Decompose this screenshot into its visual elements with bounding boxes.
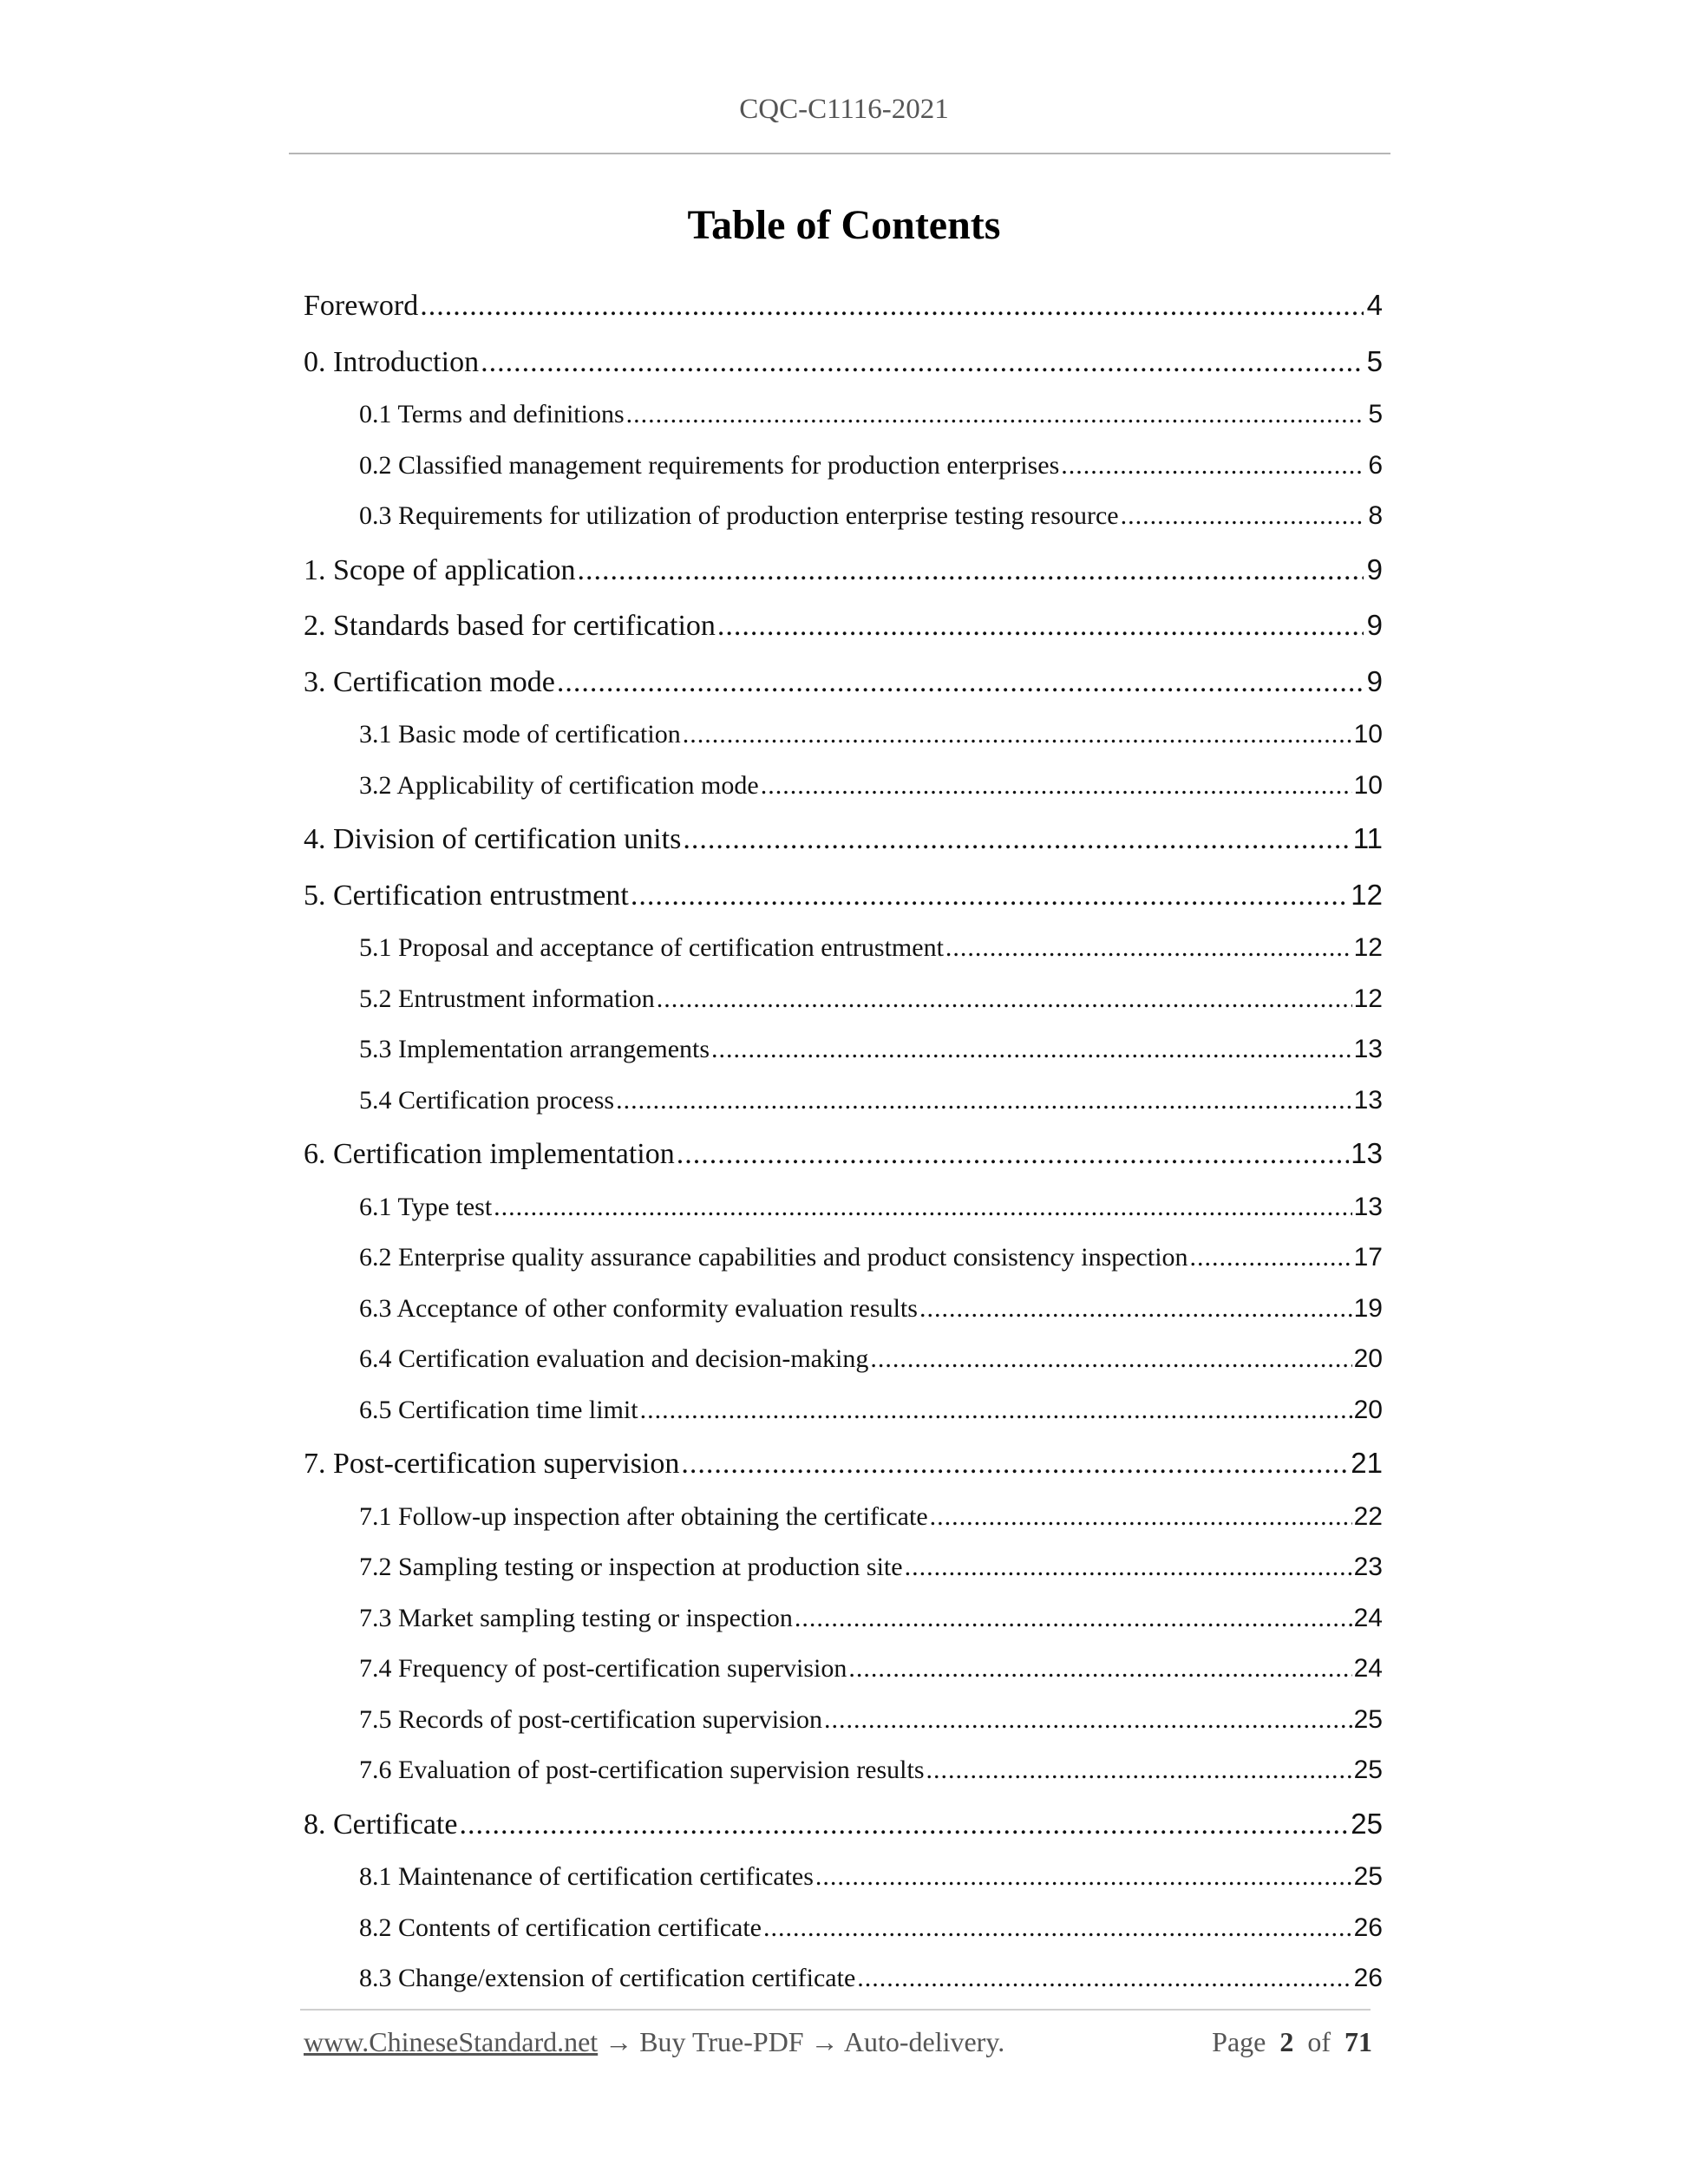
toc-dot-leader <box>631 868 1349 925</box>
toc-entry-section[interactable] <box>304 334 1383 390</box>
toc-entry-subsection[interactable] <box>304 1644 1383 1695</box>
toc-entry-page: 11 <box>1352 822 1383 854</box>
toc-dot-leader <box>677 1127 1350 1183</box>
toc-entry-title: 5.2 Entrustment information <box>359 984 655 1013</box>
toc-dot-leader <box>640 1385 1352 1436</box>
toc-dot-leader <box>926 1745 1352 1796</box>
toc-dot-leader <box>763 1903 1352 1954</box>
toc-entry-title: 0.3 Requirements for utilization of production enterprise testing resource <box>359 501 1119 530</box>
toc-entry-title: 8. Certificate <box>304 1808 458 1841</box>
toc-entry-title: 5. Certification entrustment <box>304 879 629 912</box>
toc-entry-section[interactable] <box>304 811 1383 867</box>
toc-entry-section[interactable] <box>304 867 1383 924</box>
header-divider <box>289 153 1390 154</box>
toc-entry-subsection[interactable] <box>304 1076 1383 1127</box>
toc-dot-leader <box>494 1182 1351 1233</box>
footer-divider <box>300 2009 1371 2011</box>
toc-entry-title: 7.2 Sampling testing or inspection at production site <box>359 1553 903 1581</box>
toc-entry-subsection[interactable] <box>304 491 1383 542</box>
toc-entry-title: 7.4 Frequency of post-certification supervision <box>359 1654 847 1683</box>
toc-entry-page: 21 <box>1351 1447 1383 1479</box>
toc-entry-title: 7.5 Records of post-certification supervision <box>359 1704 823 1734</box>
toc-entry-subsection[interactable] <box>304 761 1383 812</box>
toc-dot-leader <box>557 655 1364 711</box>
toc-entry-page: 9 <box>1366 553 1383 585</box>
toc-entry-page: 13 <box>1353 1192 1383 1221</box>
toc-entry-subsection[interactable] <box>304 1903 1383 1954</box>
toc-entry-subsection[interactable] <box>304 974 1383 1025</box>
toc-entry-page: 9 <box>1366 609 1383 641</box>
toc-dot-leader <box>857 1953 1351 2004</box>
toc-entry-subsection[interactable] <box>304 1695 1383 1746</box>
toc-entry-page: 26 <box>1353 1964 1383 1992</box>
toc-entry-section[interactable] <box>304 1126 1383 1182</box>
toc-entry-title: 3. Certification mode <box>304 665 555 698</box>
toc-entry-page: 10 <box>1353 770 1383 800</box>
toc-entry-page: 12 <box>1353 933 1383 962</box>
page-footer <box>304 2026 1372 2066</box>
toc-entry-page: 24 <box>1353 1603 1383 1632</box>
toc-entry-title: 0.2 Classified management requirements for production enterprises <box>359 450 1060 480</box>
toc-entry-title: 6.3 Acceptance of other conformity evaluation results <box>359 1293 918 1323</box>
toc-entry-page: 26 <box>1353 1913 1383 1942</box>
toc-entry-page: 8 <box>1368 501 1383 530</box>
page-total: 71 <box>1345 2026 1372 2057</box>
footer-tagline: → Buy True-PDF → Auto-delivery. <box>598 2026 1005 2057</box>
toc-entry-section[interactable] <box>304 654 1383 710</box>
toc-dot-leader <box>905 1542 1352 1593</box>
toc-dot-leader <box>824 1695 1352 1746</box>
toc-entry-subsection[interactable] <box>304 1492 1383 1543</box>
toc-entry-subsection[interactable] <box>304 1593 1383 1645</box>
toc-entry-title: 6.2 Enterprise quality assurance capabilities and product consistency inspection <box>359 1243 1188 1272</box>
toc-entry-subsection[interactable] <box>304 1024 1383 1076</box>
page-number <box>1212 2026 1372 2058</box>
toc-entry-title: 5.4 Certification process <box>359 1085 615 1115</box>
toc-entry-title: 8.2 Contents of certification certificate <box>359 1913 762 1942</box>
toc-dot-leader <box>420 278 1364 335</box>
toc-entry-page: 5 <box>1366 344 1383 377</box>
toc-entry-page: 25 <box>1353 1862 1383 1891</box>
toc-dot-leader <box>657 974 1352 1025</box>
footer-promo <box>304 2026 1004 2058</box>
toc-entry-subsection[interactable] <box>304 1233 1383 1284</box>
toc-entry-subsection[interactable] <box>304 441 1383 492</box>
toc-entry-subsection[interactable] <box>304 923 1383 974</box>
page-current: 2 <box>1279 2026 1294 2057</box>
toc-entry-subsection[interactable] <box>304 1745 1383 1796</box>
toc-dot-leader <box>683 812 1351 868</box>
toc-entry-page: 13 <box>1353 1085 1383 1115</box>
toc-entry-title: 7.3 Market sampling testing or inspection <box>359 1603 793 1632</box>
toc-entry-page: 24 <box>1353 1654 1383 1683</box>
toc-entry-subsection[interactable] <box>304 1334 1383 1385</box>
toc-entry-page: 19 <box>1353 1293 1383 1323</box>
toc-entry-subsection[interactable] <box>304 389 1383 441</box>
toc-entry-section[interactable] <box>304 542 1383 598</box>
toc-entry-page: 17 <box>1353 1243 1383 1272</box>
toc-dot-leader <box>626 389 1364 441</box>
toc-dot-leader <box>681 1436 1349 1493</box>
toc-dot-leader <box>711 1024 1352 1076</box>
toc-entry-page: 5 <box>1368 400 1383 428</box>
toc-dot-leader <box>919 1284 1352 1335</box>
toc-entry-title: 8.1 Maintenance of certification certificates <box>359 1862 814 1891</box>
toc-dot-leader <box>945 923 1352 974</box>
toc-entry-title: 7.6 Evaluation of post-certification supervision results <box>359 1756 925 1784</box>
toc-entry-subsection[interactable] <box>304 1284 1383 1335</box>
toc-entry-page: 20 <box>1353 1395 1383 1424</box>
toc-entry-title: 3.2 Applicability of certification mode <box>359 770 759 800</box>
toc-title: Table of Contents <box>687 202 1001 248</box>
toc-entry-section[interactable] <box>304 1435 1383 1492</box>
toc-entry-subsection[interactable] <box>304 1852 1383 1903</box>
toc-dot-leader <box>616 1076 1352 1127</box>
toc-dot-leader <box>459 1797 1349 1854</box>
toc-entry-title: 6.4 Certification evaluation and decision-making <box>359 1344 869 1373</box>
toc-dot-leader <box>717 598 1364 655</box>
toc-entry-page: 13 <box>1353 1035 1383 1063</box>
toc-dot-leader <box>1121 491 1364 542</box>
toc-entry-title: 4. Division of certification units <box>304 823 682 855</box>
toc-entry-title: 7. Post-certification supervision <box>304 1448 680 1480</box>
toc-entry-section[interactable] <box>304 598 1383 654</box>
toc-entry-subsection[interactable] <box>304 1953 1383 2004</box>
toc-entry-page: 20 <box>1353 1344 1383 1373</box>
toc-entry-title: 1. Scope of application <box>304 553 576 586</box>
toc-entry-title: 6.1 Type test <box>359 1192 493 1221</box>
toc-entry-title: 0. Introduction <box>304 345 480 378</box>
page-of: of <box>1307 2026 1331 2057</box>
toc-entry-title: 6.5 Certification time limit <box>359 1395 638 1424</box>
toc-dot-leader <box>870 1334 1351 1385</box>
toc-entry-title: 6. Certification implementation <box>304 1138 675 1170</box>
toc-entry-page: 9 <box>1366 664 1383 697</box>
toc-entry-title: 0.1 Terms and definitions <box>359 400 625 428</box>
toc-dot-leader <box>1061 441 1364 492</box>
toc-entry-title: 8.3 Change/extension of certification certificate <box>359 1964 856 1992</box>
toc-entry-title: 2. Standards based for certification <box>304 610 716 642</box>
toc-entry-subsection[interactable] <box>304 1385 1383 1436</box>
toc-dot-leader <box>577 543 1364 599</box>
toc-entry-page: 12 <box>1351 878 1383 911</box>
toc-entry-page: 4 <box>1366 289 1383 321</box>
toc-dot-leader <box>848 1644 1351 1695</box>
toc-entry-subsection[interactable] <box>304 1182 1383 1233</box>
toc-entry-title: 5.3 Implementation arrangements <box>359 1035 710 1063</box>
table-of-contents <box>304 278 1383 2004</box>
toc-entry-page: 25 <box>1353 1756 1383 1784</box>
toc-dot-leader <box>930 1492 1352 1543</box>
toc-entry-title: 3.1 Basic mode of certification <box>359 720 681 749</box>
toc-entry-subsection[interactable] <box>304 709 1383 761</box>
toc-entry-page: 13 <box>1351 1137 1383 1169</box>
toc-entry-page: 25 <box>1351 1807 1383 1840</box>
toc-entry-section[interactable] <box>304 1796 1383 1853</box>
toc-entry-page: 23 <box>1353 1553 1383 1581</box>
toc-dot-leader <box>1190 1233 1352 1284</box>
toc-dot-leader <box>795 1593 1352 1645</box>
toc-dot-leader <box>683 709 1352 761</box>
toc-entry-title: Foreword <box>304 290 419 322</box>
toc-entry-title: 5.1 Proposal and acceptance of certification entrustment <box>359 933 944 962</box>
toc-entry-page: 6 <box>1368 450 1383 480</box>
toc-entry-title: 7.1 Follow-up inspection after obtaining the certificate <box>359 1501 928 1531</box>
toc-dot-leader <box>761 761 1352 812</box>
toc-entry-subsection[interactable] <box>304 1542 1383 1593</box>
toc-dot-leader <box>815 1852 1352 1903</box>
toc-entry-page: 10 <box>1353 720 1383 749</box>
toc-entry-page: 12 <box>1353 984 1383 1013</box>
document-code: CQC-C1116-2021 <box>739 94 949 125</box>
toc-entry-page: 22 <box>1353 1501 1383 1531</box>
toc-dot-leader <box>481 335 1364 391</box>
toc-entry-section[interactable] <box>304 278 1383 334</box>
site-link[interactable]: www.ChineseStandard.net <box>304 2026 599 2057</box>
page-label: Page <box>1212 2026 1266 2057</box>
toc-entry-page: 25 <box>1353 1704 1383 1734</box>
